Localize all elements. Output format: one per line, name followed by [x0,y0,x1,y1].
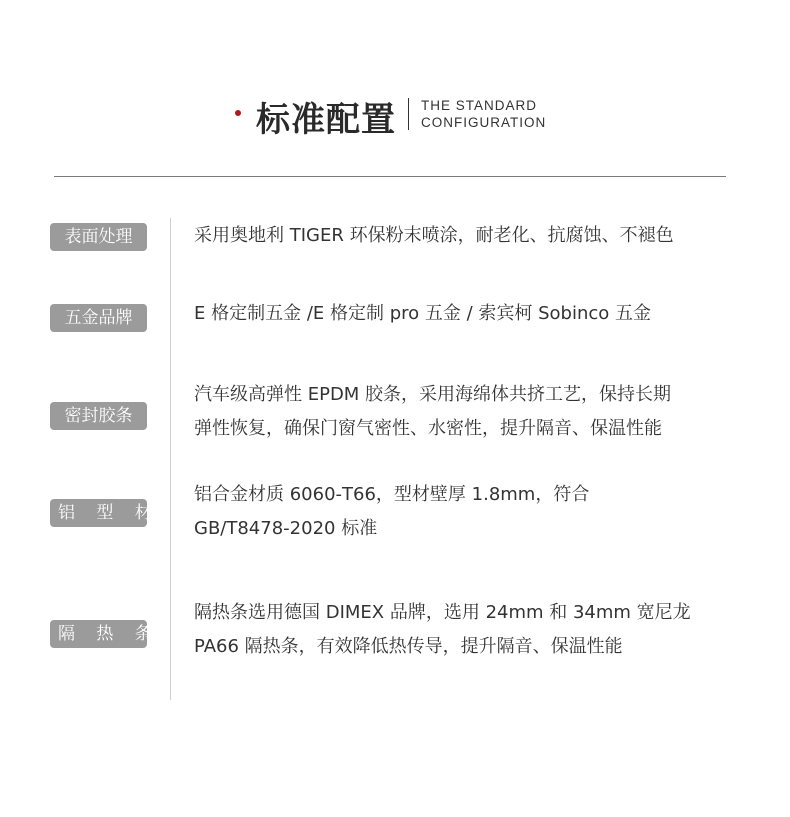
spec-label-hardware: 五金品牌 [50,304,147,332]
spec-line: 汽车级高弹性 EPDM 胶条，采用海绵体共挤工艺，保持长期 [194,384,672,405]
subtitle-line-2: CONFIGURATION [421,115,547,130]
spec-line: GB/T8478-2020 标准 [194,518,378,539]
title-bullet-dot [235,110,241,116]
page-title: 标准配置 [256,100,396,140]
spec-label-profile: 铝 型 材 [50,499,147,527]
spec-line: E 格定制五金 /E 格定制 pro 五金 / 索宾柯 Sobinco 五金 [194,303,651,324]
spec-text-seal [194,378,740,446]
spec-line: 隔热条选用德国 DIMEX 品牌，选用 24mm 和 34mm 宽尼龙 [194,602,691,623]
title-divider [408,98,409,130]
subtitle-line-1: THE STANDARD [421,98,538,113]
column-divider [170,218,171,700]
spec-text-surface [194,219,740,253]
spec-text-hardware [194,297,740,331]
spec-line: 铝合金材质 6060-T66，型材壁厚 1.8mm，符合 [194,484,590,505]
header-divider [54,176,726,177]
spec-line: 采用奥地利 TIGER 环保粉末喷涂，耐老化、抗腐蚀、不褪色 [194,225,674,246]
spec-label-seal: 密封胶条 [50,402,147,430]
spec-label-surface: 表面处理 [50,223,147,251]
spec-line: PA66 隔热条，有效降低热传导，提升隔音、保温性能 [194,636,623,657]
spec-text-thermal-strip [194,596,740,664]
spec-label-thermal-strip: 隔 热 条 [50,620,147,648]
page-subtitle [421,97,546,131]
spec-text-profile [194,478,740,546]
spec-line: 弹性恢复，确保门窗气密性、水密性，提升隔音、保温性能 [194,418,662,439]
